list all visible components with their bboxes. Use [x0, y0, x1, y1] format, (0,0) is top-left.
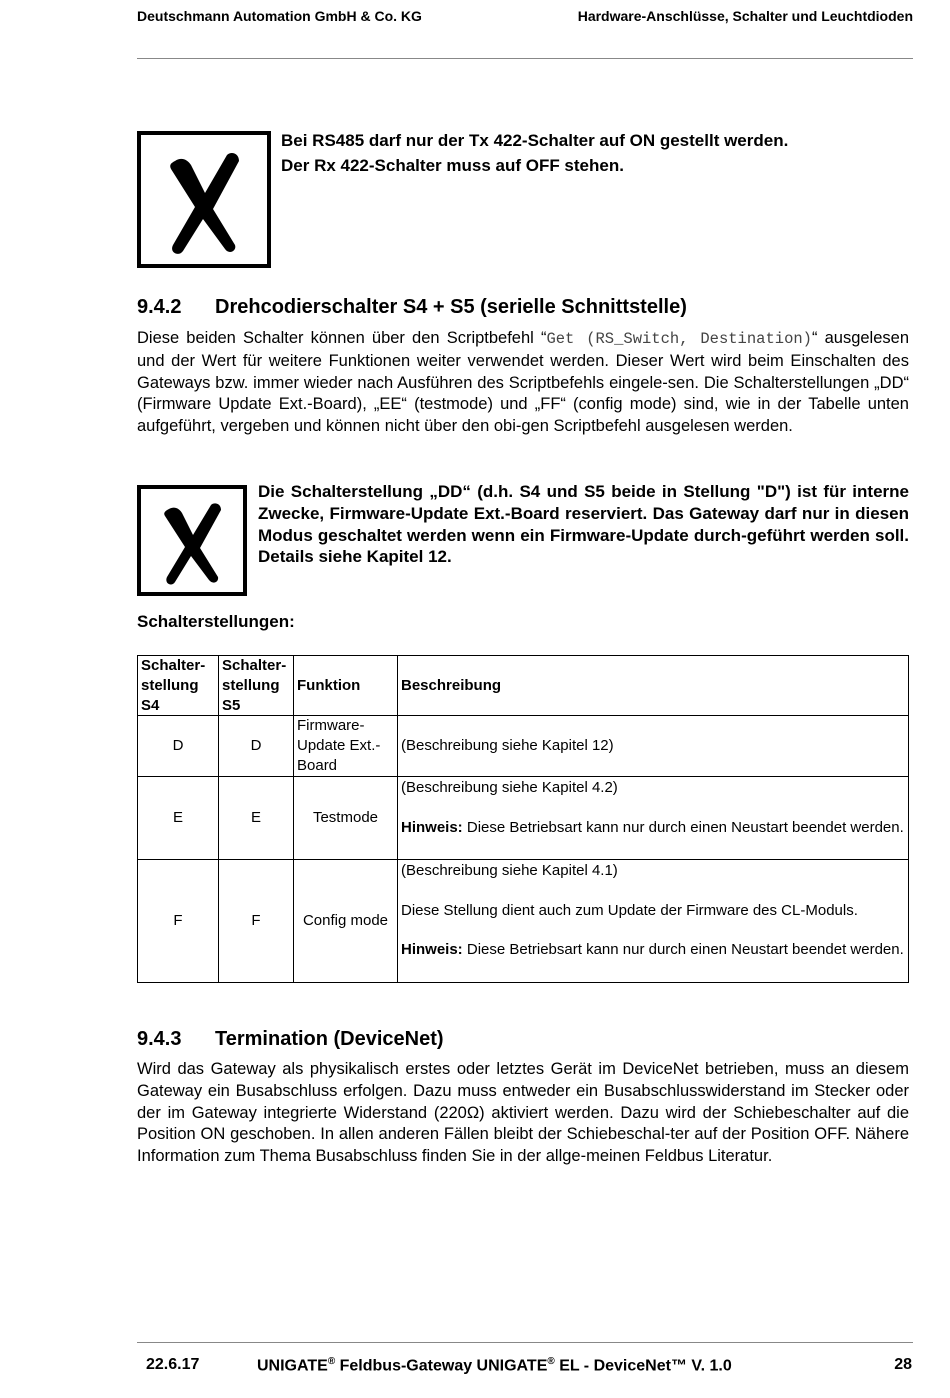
warning-x-icon — [137, 131, 271, 268]
footer-page-number: 28 — [894, 1356, 912, 1373]
desc-line: (Beschreibung siehe Kapitel 4.2) — [401, 778, 618, 796]
table-row — [138, 776, 909, 859]
hint-text: Diese Betriebsart kann nur durch einen Neustart beendet werden. — [462, 941, 904, 959]
hint-text: Diese Betriebsart kann nur durch einen Neustart beendet werden. — [462, 818, 904, 836]
table-label: Schalterstellungen: — [137, 612, 295, 631]
section-942-paragraph — [137, 328, 909, 438]
footer-title — [257, 1356, 732, 1375]
cell-funktion: Testmode — [294, 776, 398, 859]
section-942-title: Drehcodierschalter S4 + S5 (serielle Schnittstelle) — [215, 296, 687, 318]
table-header-row — [138, 656, 909, 716]
table-row — [138, 859, 909, 982]
desc-line: Diese Stellung dient auch zum Update der Firmware des CL-Moduls. — [401, 901, 858, 919]
warning2-text: Die Schalterstellung „DD“ (d.h. S4 und S5 beide in Stellung "D") ist für interne Zwecke, Firmware-Update Ext.-Board reserviert. Das Gateway darf nur in diesen Modus geschaltet werden wenn ein Firmware-Update durch-geführt werden soll. Details siehe Kapitel 12. — [258, 482, 909, 567]
footer-date: 22.6.17 — [146, 1356, 200, 1373]
hint-label: Hinweis: — [401, 818, 463, 836]
cell-s5: E — [219, 776, 294, 859]
section-943-title: Termination (DeviceNet) — [215, 1028, 444, 1050]
header-left: Deutschmann Automation GmbH & Co. KG — [137, 8, 422, 24]
desc-line: (Beschreibung siehe Kapitel 4.1) — [401, 861, 618, 879]
table-row — [138, 716, 909, 776]
registered-mark: ® — [327, 1356, 336, 1367]
hint-label: Hinweis: — [401, 941, 463, 959]
section-942-number: 9.4.2 — [137, 296, 182, 318]
desc-hint — [401, 940, 905, 960]
cell-beschreibung — [398, 859, 909, 982]
cell-s4: F — [138, 859, 219, 982]
switch-settings-table — [137, 655, 909, 983]
paragraph-text-start: Diese beiden Schalter können über den Scriptbefehl “ — [137, 329, 547, 347]
header-s4: Schalter-stellung S4 — [138, 656, 219, 716]
section-942-heading — [137, 296, 687, 319]
header-funktion: Funktion — [294, 656, 398, 716]
warning-x-icon — [137, 485, 247, 596]
footer-title-part1: UNIGATE — [257, 1357, 328, 1375]
footer-title-part2: Feldbus-Gateway UNIGATE — [335, 1357, 548, 1375]
script-command-code: Get (RS_Switch, Destination) — [546, 330, 812, 348]
desc-hint — [401, 818, 905, 838]
header-beschreibung: Beschreibung — [398, 656, 909, 716]
cell-s5: D — [219, 716, 294, 776]
cell-s4: E — [138, 776, 219, 859]
footer-title-part3: EL - DeviceNet™ V. 1.0 — [554, 1357, 732, 1375]
paragraph-text-end: “ ausgelesen und der Wert für weitere Funktionen weiter verwendet werden. Dieser Wert wird beim Einschalten des Gateways bzw. immer wieder nach Ausführen des Scriptbefehls eingele-sen. Die Schalterstellungen „DD“ (Firmware Update Ext.-Board), „EE“ (testmode) und „FF“ (config mode) sind, wie in der Tabelle unten aufgeführt, vergeben und können nicht über den obi-gen Scriptbefehl ausgelesen werden. — [137, 329, 910, 436]
registered-mark: ® — [547, 1356, 555, 1367]
cell-beschreibung — [398, 716, 909, 776]
cell-s5: F — [219, 859, 294, 982]
section-943-paragraph: Wird das Gateway als physikalisch erstes oder letztes Gerät im DeviceNet betrieben, muss an diesem Gateway ein Busabschluss erfolgen. Dazu muss entweder ein Busabschlusswiderstand im Stecker oder der im Gateway integrierte Widerstand (220Ω) aktiviert werden. Dazu wird der Schiebeschalter auf die Position ON geschoben. In allen anderen Fällen bleibt der Schiebeschal-ter auf der Position OFF. Nähere Information zum Thema Busabschluss finden Sie in der allge-meinen Feldbus Literatur. — [137, 1060, 909, 1166]
cell-s4: D — [138, 716, 219, 776]
header-s5: Schalter-stellung S5 — [219, 656, 294, 716]
header-divider — [137, 58, 913, 59]
section-943-heading — [137, 1028, 444, 1051]
warning1-line1: Bei RS485 darf nur der Tx 422-Schalter auf ON gestellt werden. — [281, 131, 789, 150]
cell-funktion: Config mode — [294, 859, 398, 982]
header-right: Hardware-Anschlüsse, Schalter und Leuchtdioden — [577, 8, 913, 24]
warning1-line2: Der Rx 422-Schalter muss auf OFF stehen. — [281, 156, 624, 175]
cell-beschreibung — [398, 776, 909, 859]
footer-divider — [137, 1342, 913, 1343]
cell-funktion: Firmware-Update Ext.-Board — [294, 716, 398, 776]
desc-line: (Beschreibung siehe Kapitel 12) — [401, 737, 614, 755]
section-943-number: 9.4.3 — [137, 1028, 182, 1050]
